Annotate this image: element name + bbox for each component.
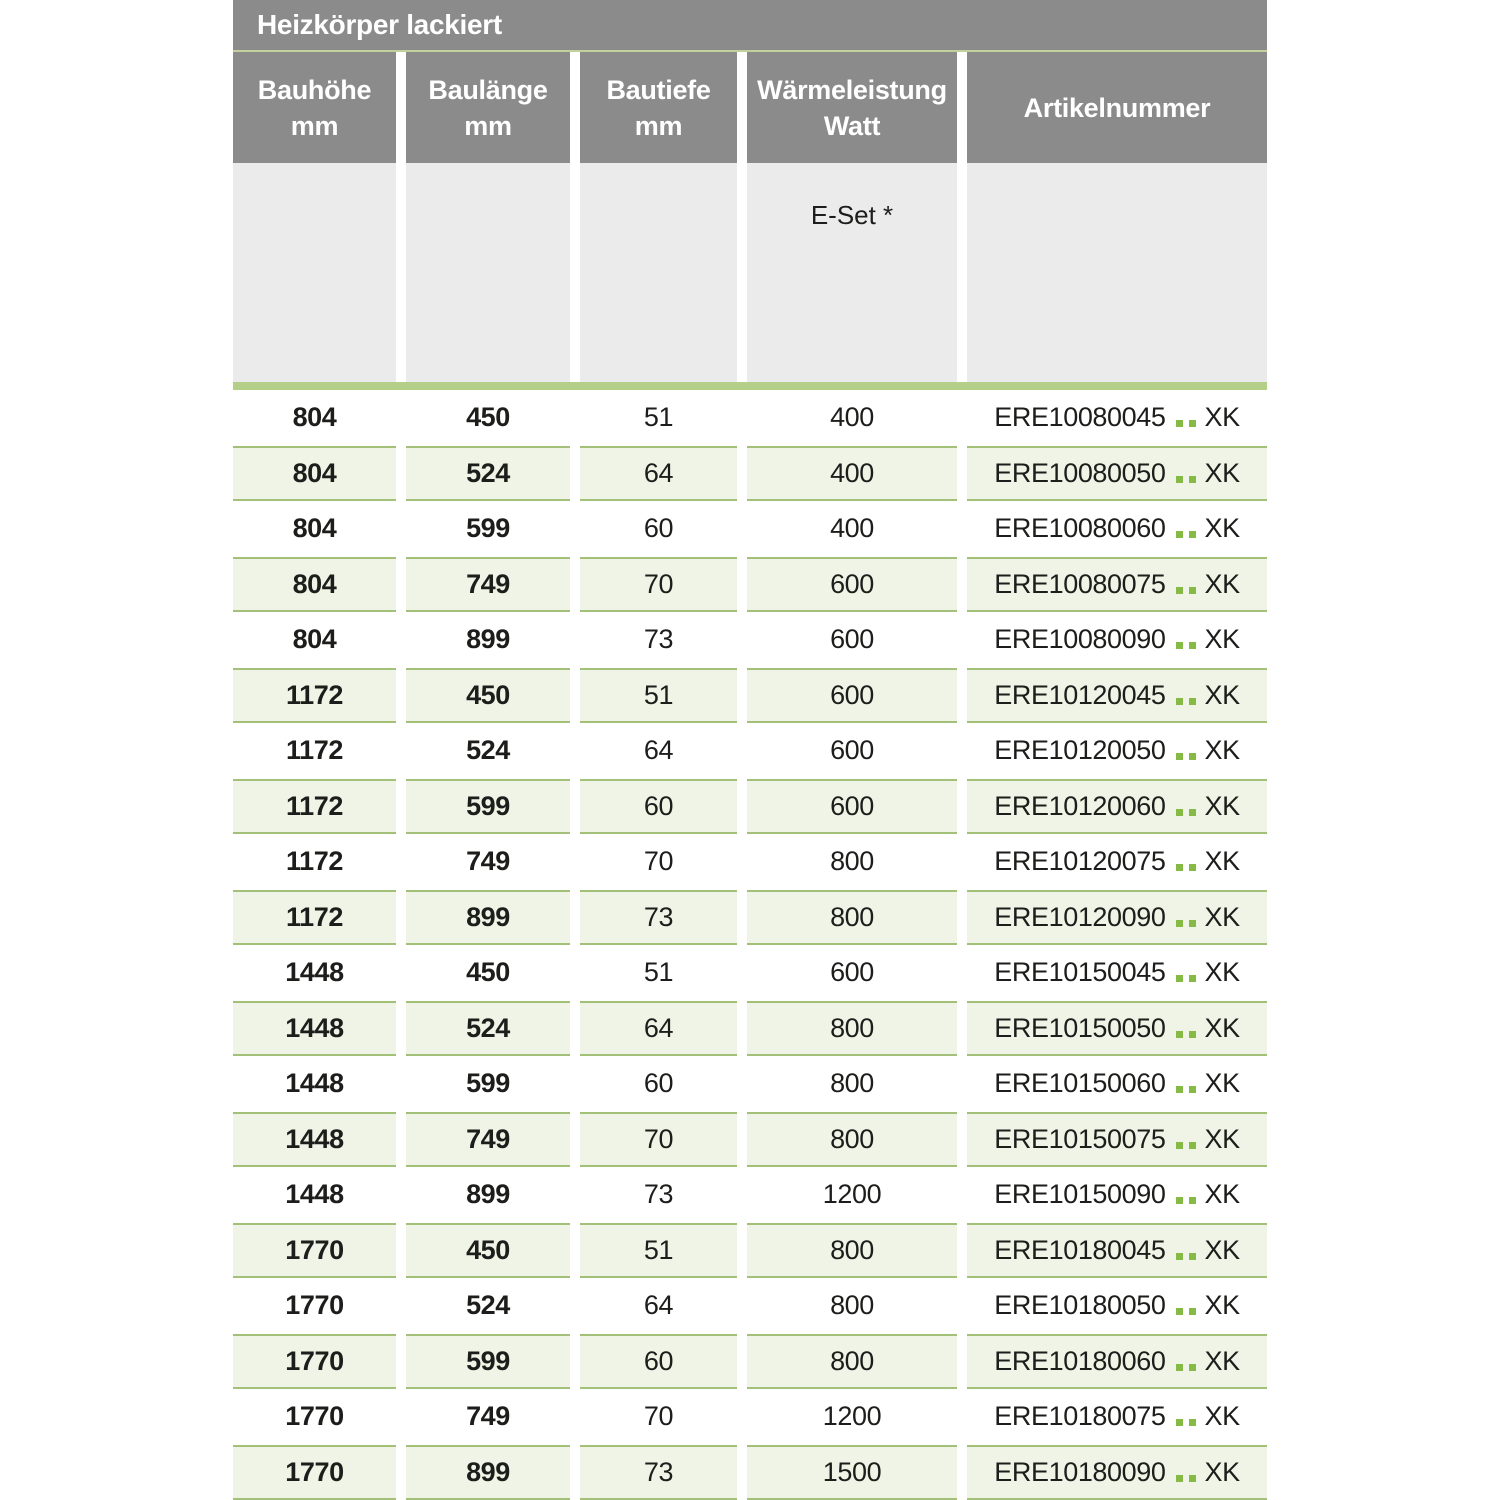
table-row — [233, 501, 1267, 557]
placeholder-dots-icon — [1176, 698, 1196, 705]
table-row — [233, 668, 1267, 724]
waermeleistung-value: 600 — [747, 557, 957, 613]
placeholder-dots-icon — [1176, 1308, 1196, 1315]
bautiefe-value: 64 — [580, 1001, 737, 1057]
bauhoehe-value: 1172 — [233, 779, 396, 835]
artikel-prefix: ERE10150060 — [994, 1068, 1166, 1099]
bautiefe-value: 60 — [643, 1068, 674, 1099]
column-unit: mm — [464, 110, 512, 141]
artikel-suffix: XK — [1204, 679, 1240, 710]
bautiefe-value: 64 — [643, 735, 674, 766]
artikelnummer-value — [967, 612, 1267, 668]
column-header-bauhoehe — [233, 52, 396, 163]
column-header-artikelnummer — [967, 52, 1267, 163]
artikelnummer-value — [967, 1167, 1267, 1223]
artikel-prefix: ERE10080075 — [994, 568, 1166, 599]
column-unit: Watt — [823, 110, 881, 141]
artikel-suffix: XK — [1204, 1012, 1240, 1043]
waermeleistung-value: 800 — [747, 890, 957, 946]
bautiefe-value: 60 — [580, 1334, 737, 1390]
subheader-cell-bautiefe — [580, 163, 737, 382]
artikelnummer-value — [967, 1056, 1267, 1112]
table-row — [233, 1056, 1267, 1112]
bauhoehe-value: 804 — [233, 557, 396, 613]
waermeleistung-value: 1500 — [747, 1445, 957, 1500]
table-row — [233, 1112, 1267, 1168]
artikelnummer-value — [967, 1389, 1267, 1445]
artikel-prefix: ERE10120060 — [994, 790, 1166, 821]
table-row — [233, 1445, 1267, 1500]
table-row — [233, 446, 1267, 502]
artikelnummer-value — [967, 723, 1267, 779]
table-row — [233, 890, 1267, 946]
artikel-suffix: XK — [1204, 1401, 1240, 1432]
waermeleistung-value: 800 — [830, 1290, 874, 1321]
bautiefe-value: 70 — [580, 557, 737, 613]
bauhoehe-value: 1172 — [233, 890, 396, 946]
artikelnummer-value — [967, 1112, 1267, 1168]
artikel-prefix: ERE10150090 — [994, 1179, 1166, 1210]
waermeleistung-value: 1200 — [822, 1401, 882, 1432]
bauhoehe-value: 804 — [292, 402, 337, 433]
artikelnummer-value — [967, 1223, 1267, 1279]
subheader-cell-artikelnummer — [967, 163, 1267, 382]
artikel-suffix: XK — [1204, 568, 1240, 599]
artikel-prefix: ERE10080060 — [994, 513, 1166, 544]
column-label: Bauhöhe — [257, 74, 372, 105]
artikel-suffix: XK — [1204, 735, 1240, 766]
bautiefe-value: 60 — [580, 779, 737, 835]
subheader-cell-bauhoehe — [233, 163, 396, 382]
artikel-prefix: ERE10120075 — [994, 846, 1166, 877]
artikel-suffix: XK — [1204, 1234, 1240, 1265]
baulaenge-value: 749 — [406, 1112, 570, 1168]
waermeleistung-value: 800 — [747, 1334, 957, 1390]
baulaenge-value: 524 — [406, 446, 570, 502]
table-row — [233, 945, 1267, 1001]
table-row — [233, 1334, 1267, 1390]
bauhoehe-value: 1770 — [285, 1290, 344, 1321]
waermeleistung-value: 600 — [830, 735, 874, 766]
artikel-suffix: XK — [1204, 1290, 1240, 1321]
placeholder-dots-icon — [1176, 587, 1196, 594]
artikel-prefix: ERE10080050 — [994, 457, 1166, 488]
artikel-prefix: ERE10080045 — [994, 402, 1166, 433]
column-label: Wärmeleistung — [757, 74, 947, 105]
bauhoehe-value: 1448 — [233, 1001, 396, 1057]
artikel-prefix: ERE10180090 — [994, 1456, 1166, 1487]
table-row — [233, 1001, 1267, 1057]
table-row — [233, 390, 1267, 446]
bautiefe-value: 73 — [643, 624, 674, 655]
artikel-prefix: ERE10180045 — [994, 1234, 1166, 1265]
placeholder-dots-icon — [1176, 1475, 1196, 1482]
artikelnummer-value — [967, 557, 1267, 613]
waermeleistung-value: 600 — [747, 779, 957, 835]
artikelnummer-value — [967, 890, 1267, 946]
eset-label: E-Set * — [810, 200, 894, 230]
bautiefe-value: 70 — [580, 1112, 737, 1168]
baulaenge-value: 450 — [466, 957, 510, 988]
baulaenge-value: 749 — [406, 557, 570, 613]
bauhoehe-value: 804 — [292, 624, 337, 655]
bautiefe-value: 64 — [643, 1290, 674, 1321]
bauhoehe-value: 1770 — [233, 1445, 396, 1500]
artikelnummer-value — [967, 668, 1267, 724]
artikel-suffix: XK — [1204, 402, 1240, 433]
table-row — [233, 1389, 1267, 1445]
column-header-waermeleistung — [747, 52, 957, 163]
placeholder-dots-icon — [1176, 1419, 1196, 1426]
bautiefe-value: 51 — [643, 957, 674, 988]
artikel-suffix: XK — [1204, 1068, 1240, 1099]
baulaenge-value: 899 — [466, 624, 510, 655]
artikel-prefix: ERE10180050 — [994, 1290, 1166, 1321]
table-body — [233, 390, 1267, 1500]
baulaenge-value: 749 — [466, 1401, 510, 1432]
table-title: Heizkörper lackiert — [257, 9, 502, 40]
artikelnummer-value — [967, 501, 1267, 557]
placeholder-dots-icon — [1176, 1197, 1196, 1204]
bautiefe-value: 73 — [580, 890, 737, 946]
placeholder-dots-icon — [1176, 1031, 1196, 1038]
placeholder-dots-icon — [1176, 1142, 1196, 1149]
waermeleistung-value: 1200 — [822, 1179, 882, 1210]
bauhoehe-value: 1770 — [285, 1401, 344, 1432]
baulaenge-value: 450 — [466, 402, 510, 433]
bauhoehe-value: 1770 — [233, 1223, 396, 1279]
artikel-suffix: XK — [1204, 1179, 1240, 1210]
waermeleistung-value: 800 — [830, 846, 874, 877]
artikel-suffix: XK — [1204, 513, 1240, 544]
artikel-suffix: XK — [1204, 846, 1240, 877]
baulaenge-value: 899 — [406, 1445, 570, 1500]
artikelnummer-value — [967, 1334, 1267, 1390]
bautiefe-value: 51 — [643, 402, 674, 433]
bautiefe-value: 60 — [643, 513, 674, 544]
waermeleistung-value: 400 — [830, 513, 874, 544]
artikel-suffix: XK — [1204, 1123, 1240, 1154]
baulaenge-value: 524 — [466, 1290, 510, 1321]
artikelnummer-value — [967, 390, 1267, 446]
waermeleistung-value: 600 — [830, 957, 874, 988]
baulaenge-value: 599 — [466, 513, 510, 544]
artikel-prefix: ERE10150050 — [994, 1012, 1166, 1043]
waermeleistung-value: 800 — [747, 1223, 957, 1279]
baulaenge-value: 599 — [466, 1068, 510, 1099]
subheader-row — [233, 163, 1267, 382]
artikel-prefix: ERE10150045 — [994, 957, 1166, 988]
baulaenge-value: 749 — [466, 846, 510, 877]
artikel-prefix: ERE10180060 — [994, 1345, 1166, 1376]
column-label: Artikelnummer — [1023, 92, 1211, 123]
placeholder-dots-icon — [1176, 1086, 1196, 1093]
artikel-prefix: ERE10150075 — [994, 1123, 1166, 1154]
artikelnummer-value — [967, 945, 1267, 1001]
artikel-suffix: XK — [1204, 790, 1240, 821]
placeholder-dots-icon — [1176, 531, 1196, 538]
placeholder-dots-icon — [1176, 975, 1196, 982]
placeholder-dots-icon — [1176, 864, 1196, 871]
bautiefe-value: 70 — [643, 1401, 674, 1432]
column-header-baulaenge — [406, 52, 570, 163]
placeholder-dots-icon — [1176, 642, 1196, 649]
table-row — [233, 612, 1267, 668]
bauhoehe-value: 804 — [233, 446, 396, 502]
table-row — [233, 557, 1267, 613]
column-header-row — [233, 52, 1267, 163]
baulaenge-value: 899 — [406, 890, 570, 946]
artikel-prefix: ERE10120045 — [994, 679, 1166, 710]
placeholder-dots-icon — [1176, 1364, 1196, 1371]
artikelnummer-value — [967, 779, 1267, 835]
placeholder-dots-icon — [1176, 809, 1196, 816]
waermeleistung-value: 400 — [830, 402, 874, 433]
artikel-suffix: XK — [1204, 957, 1240, 988]
artikelnummer-value — [967, 1001, 1267, 1057]
waermeleistung-value: 600 — [747, 668, 957, 724]
table-row — [233, 1223, 1267, 1279]
waermeleistung-value: 400 — [747, 446, 957, 502]
waermeleistung-value: 800 — [830, 1068, 874, 1099]
bauhoehe-value: 1448 — [285, 957, 344, 988]
artikel-suffix: XK — [1204, 457, 1240, 488]
placeholder-dots-icon — [1176, 476, 1196, 483]
baulaenge-value: 599 — [406, 779, 570, 835]
column-label: Bautiefe — [606, 74, 711, 105]
baulaenge-value: 524 — [406, 1001, 570, 1057]
column-unit: mm — [290, 110, 339, 141]
baulaenge-value: 524 — [466, 735, 510, 766]
placeholder-dots-icon — [1176, 420, 1196, 427]
placeholder-dots-icon — [1176, 920, 1196, 927]
table-row — [233, 834, 1267, 890]
placeholder-dots-icon — [1176, 1253, 1196, 1260]
artikelnummer-value — [967, 834, 1267, 890]
baulaenge-value: 450 — [406, 1223, 570, 1279]
bauhoehe-value: 1448 — [233, 1112, 396, 1168]
table-title-bar — [233, 0, 1267, 50]
artikel-suffix: XK — [1204, 624, 1240, 655]
table-row — [233, 723, 1267, 779]
waermeleistung-value: 600 — [830, 624, 874, 655]
artikel-prefix: ERE10080090 — [994, 624, 1166, 655]
column-unit: mm — [634, 110, 683, 141]
waermeleistung-value: 800 — [747, 1112, 957, 1168]
bauhoehe-value: 1448 — [285, 1179, 344, 1210]
bauhoehe-value: 804 — [292, 513, 337, 544]
bautiefe-value: 51 — [580, 1223, 737, 1279]
product-table — [233, 0, 1267, 1500]
column-label: Baulänge — [428, 74, 548, 105]
subheader-cell-baulaenge — [406, 163, 570, 382]
artikel-prefix: ERE10120050 — [994, 735, 1166, 766]
table-row — [233, 779, 1267, 835]
bauhoehe-value: 1172 — [286, 735, 343, 766]
table-row — [233, 1167, 1267, 1223]
bautiefe-value: 51 — [580, 668, 737, 724]
table-row — [233, 1278, 1267, 1334]
bautiefe-value: 70 — [643, 846, 674, 877]
bauhoehe-value: 1172 — [286, 846, 343, 877]
artikel-prefix: ERE10180075 — [994, 1401, 1166, 1432]
artikel-prefix: ERE10120090 — [994, 901, 1166, 932]
artikel-suffix: XK — [1204, 901, 1240, 932]
artikelnummer-value — [967, 1445, 1267, 1500]
bautiefe-value: 64 — [580, 446, 737, 502]
header-divider-line — [233, 382, 1267, 390]
artikelnummer-value — [967, 1278, 1267, 1334]
bautiefe-value: 73 — [580, 1445, 737, 1500]
baulaenge-value: 450 — [406, 668, 570, 724]
artikel-suffix: XK — [1204, 1456, 1240, 1487]
waermeleistung-value: 800 — [747, 1001, 957, 1057]
artikel-suffix: XK — [1204, 1345, 1240, 1376]
subheader-cell-eset — [747, 163, 957, 382]
column-header-bautiefe — [580, 52, 737, 163]
baulaenge-value: 899 — [466, 1179, 510, 1210]
artikelnummer-value — [967, 446, 1267, 502]
bauhoehe-value: 1770 — [233, 1334, 396, 1390]
placeholder-dots-icon — [1176, 753, 1196, 760]
bauhoehe-value: 1448 — [285, 1068, 344, 1099]
baulaenge-value: 599 — [406, 1334, 570, 1390]
bautiefe-value: 73 — [643, 1179, 674, 1210]
bauhoehe-value: 1172 — [233, 668, 396, 724]
